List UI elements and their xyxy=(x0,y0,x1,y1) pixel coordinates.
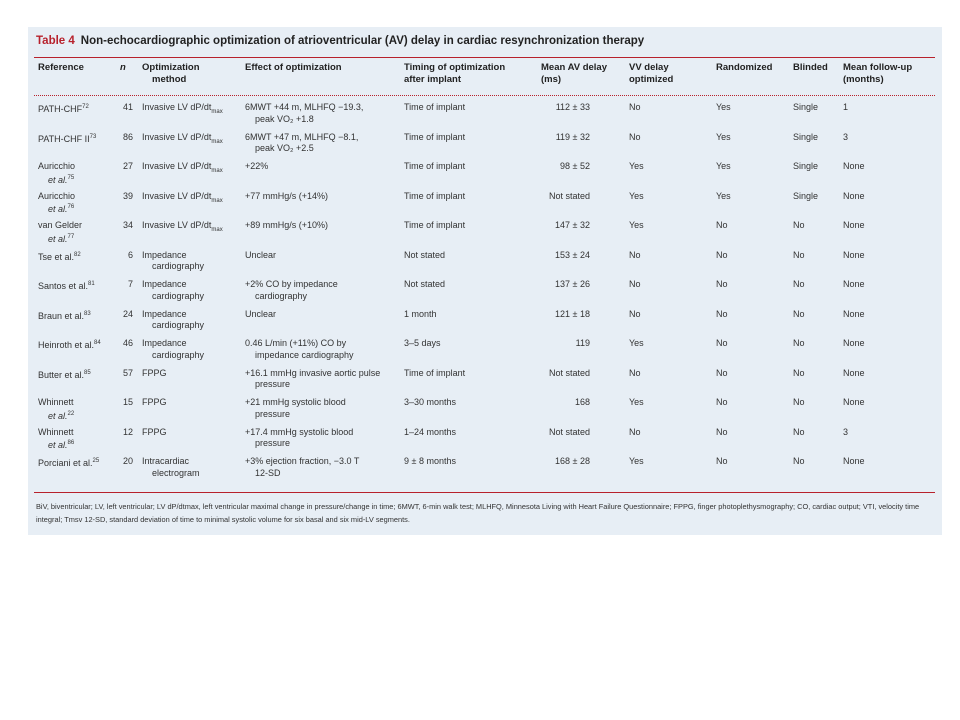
table-body xyxy=(28,102,942,486)
table-row xyxy=(28,220,942,250)
method-subscript: max xyxy=(211,167,223,174)
table-number: Table 4 xyxy=(36,35,75,47)
header-method-line1: Optimization xyxy=(142,62,200,73)
cell-effect xyxy=(245,191,398,203)
cell-n: 15 xyxy=(122,397,133,407)
method-text: Impedance xyxy=(142,308,187,319)
cell-vv: No xyxy=(629,102,641,112)
header-mean-av-line2: (ms) xyxy=(541,74,562,85)
cell-vv: No xyxy=(629,279,641,289)
cell-reference xyxy=(38,220,120,245)
reference-text: Whinnett xyxy=(38,397,74,407)
effect-text: 0.46 L/min (+11%) CO by xyxy=(245,338,347,348)
cell-randomized: No xyxy=(716,279,728,289)
cell-reference xyxy=(38,338,120,352)
cell-mean-av: 153 ± 24 xyxy=(555,249,590,260)
reference-citation: 76 xyxy=(67,204,75,210)
cell-followup: None xyxy=(843,279,865,289)
reference-et-al: et al. xyxy=(48,440,68,450)
cell-blinded: No xyxy=(793,279,805,289)
cell-mean-av: 168 ± 28 xyxy=(555,456,590,466)
method-text: Invasive LV dP/dt xyxy=(142,220,212,230)
header-timing xyxy=(404,62,505,86)
reference-text: Whinnett xyxy=(38,426,74,437)
cell-reference xyxy=(38,456,120,470)
method-text: Impedance xyxy=(142,249,187,260)
effect-text: 6MWT +47 m, MLHFQ −8.1, xyxy=(245,131,359,142)
cell-followup: None xyxy=(843,338,865,348)
cell-timing: Not stated xyxy=(404,249,446,260)
cell-followup: None xyxy=(843,397,865,407)
header-reference: Reference xyxy=(38,62,84,73)
cell-blinded: Single xyxy=(793,161,819,171)
cell-n: 6 xyxy=(127,249,133,260)
effect-text: +77 mmHg/s (+14%) xyxy=(245,190,329,201)
header-rule xyxy=(34,95,935,96)
cell-randomized: Yes xyxy=(716,190,731,201)
cell-followup: None xyxy=(843,367,865,378)
cell-followup: None xyxy=(843,249,865,260)
cell-blinded: No xyxy=(793,338,805,348)
reference-et-al: et al. xyxy=(48,174,68,185)
cell-vv: Yes xyxy=(629,397,644,407)
cell-reference xyxy=(38,427,120,452)
cell-n: 7 xyxy=(127,279,133,289)
effect-text-line2: peak VO₂ +1.8 xyxy=(255,113,314,124)
cell-effect xyxy=(245,220,398,232)
effect-text-line2: pressure xyxy=(255,379,291,389)
cell-timing: Time of implant xyxy=(404,190,466,201)
cell-followup: None xyxy=(843,220,865,230)
cell-reference xyxy=(38,191,120,216)
table-row xyxy=(28,368,942,398)
reference-text: Heinroth et al. xyxy=(38,340,95,350)
cell-timing: Time of implant xyxy=(404,367,466,378)
cell-vv: Yes xyxy=(629,190,644,201)
reference-text: PATH-CHF II xyxy=(38,133,90,144)
cell-timing: Time of implant xyxy=(404,161,466,171)
table-row xyxy=(28,191,942,221)
reference-et-al: et al. xyxy=(48,204,68,214)
method-subscript: max xyxy=(211,197,223,204)
cell-randomized: Yes xyxy=(716,102,731,112)
cell-followup: 3 xyxy=(843,426,849,437)
cell-randomized: No xyxy=(716,397,728,407)
header-vv xyxy=(629,62,673,86)
method-text-line2: cardiography xyxy=(152,320,205,330)
reference-citation: 77 xyxy=(67,233,75,240)
effect-text: +16.1 mmHg invasive aortic pulse xyxy=(245,367,381,378)
cell-timing: 1 month xyxy=(404,308,437,319)
reference-citation: 84 xyxy=(94,340,101,346)
reference-citation: 25 xyxy=(92,458,100,464)
cell-randomized: No xyxy=(716,367,728,378)
cell-n: 34 xyxy=(122,220,133,230)
cell-randomized: Yes xyxy=(716,131,731,142)
cell-randomized: No xyxy=(716,338,728,348)
cell-vv: Yes xyxy=(629,220,644,230)
cell-reference xyxy=(38,102,120,116)
table-row xyxy=(28,161,942,191)
cell-vv: No xyxy=(629,308,641,319)
cell-n: 27 xyxy=(122,161,133,171)
cell-blinded: No xyxy=(793,308,805,319)
cell-timing: Time of implant xyxy=(404,220,466,230)
cell-blinded: No xyxy=(793,220,805,230)
cell-mean-av: 112 ± 33 xyxy=(555,102,590,112)
cell-mean-av: 119 xyxy=(575,338,590,348)
cell-mean-av: Not stated xyxy=(548,426,590,437)
cell-method xyxy=(142,368,238,380)
cell-method xyxy=(142,456,238,479)
cell-reference xyxy=(38,309,120,323)
header-n: n xyxy=(120,62,126,73)
table-title-text: Non-echocardiographic optimization of atrioventricular (AV) delay in cardiac resynchronization therapy xyxy=(80,35,645,47)
cell-effect xyxy=(245,368,398,391)
cell-n: 86 xyxy=(122,131,133,142)
cell-reference xyxy=(38,279,120,293)
header-timing-line1: Timing of optimization xyxy=(404,62,506,73)
cell-method xyxy=(142,309,238,332)
cell-vv: Yes xyxy=(629,338,644,348)
effect-text: +17.4 mmHg systolic blood xyxy=(245,426,354,437)
top-rule xyxy=(34,57,935,58)
method-text: FPPG xyxy=(142,367,167,378)
reference-et-al: et al. xyxy=(48,410,68,421)
header-vv-line1: VV delay xyxy=(629,62,669,73)
cell-reference xyxy=(38,368,120,382)
cell-timing: 3–30 months xyxy=(404,397,457,407)
cell-mean-av: Not stated xyxy=(548,190,590,201)
cell-n: 12 xyxy=(122,426,133,437)
header-followup xyxy=(843,62,912,86)
header-followup-line2: (months) xyxy=(843,74,884,85)
cell-randomized: Yes xyxy=(716,161,731,171)
method-subscript: max xyxy=(211,138,223,145)
cell-effect xyxy=(245,250,398,262)
cell-effect xyxy=(245,102,398,125)
cell-blinded: Single xyxy=(793,190,819,201)
cell-timing: 9 ± 8 months xyxy=(404,456,456,466)
cell-effect xyxy=(245,427,398,450)
method-text: Intracardiac xyxy=(142,456,190,466)
cell-randomized: No xyxy=(716,220,728,230)
cell-n: 24 xyxy=(122,308,133,319)
effect-text: +3% ejection fraction, −3.0 T xyxy=(245,456,360,466)
cell-followup: None xyxy=(843,308,865,319)
cell-method xyxy=(142,397,238,409)
cell-blinded: No xyxy=(793,367,805,378)
cell-method xyxy=(142,250,238,273)
cell-timing: 3–5 days xyxy=(404,338,441,348)
cell-timing: 1–24 months xyxy=(404,426,457,437)
reference-citation: 85 xyxy=(84,369,91,376)
effect-text-line2: pressure xyxy=(255,438,291,448)
cell-method xyxy=(142,161,238,177)
table-row xyxy=(28,427,942,457)
cell-blinded: No xyxy=(793,426,805,437)
cell-effect xyxy=(245,309,398,321)
cell-followup: 1 xyxy=(843,102,849,112)
cell-randomized: No xyxy=(716,456,728,466)
effect-text: +89 mmHg/s (+10%) xyxy=(245,220,329,230)
cell-blinded: Single xyxy=(793,131,819,142)
header-blinded: Blinded xyxy=(793,62,828,73)
reference-text: Santos et al. xyxy=(38,281,89,291)
reference-text: Porciani et al. xyxy=(38,458,93,468)
cell-n: 20 xyxy=(122,456,133,466)
cell-vv: Yes xyxy=(629,161,644,171)
cell-mean-av: 137 ± 26 xyxy=(555,279,590,289)
cell-blinded: Single xyxy=(793,102,819,112)
cell-timing: Time of implant xyxy=(404,131,466,142)
cell-vv: No xyxy=(629,249,641,260)
cell-method xyxy=(142,220,238,236)
cell-n: 41 xyxy=(122,102,133,112)
cell-method xyxy=(142,279,238,302)
effect-text: Unclear xyxy=(245,308,277,319)
reference-text: Butter et al. xyxy=(38,369,85,380)
method-text-line2: cardiography xyxy=(152,261,205,271)
table-row xyxy=(28,338,942,368)
table-row xyxy=(28,279,942,309)
table-panel xyxy=(28,27,942,535)
cell-vv: No xyxy=(629,426,641,437)
reference-citation: 72 xyxy=(82,104,89,110)
method-text: Invasive LV dP/dt xyxy=(142,102,212,112)
cell-reference xyxy=(38,250,120,264)
cell-followup: None xyxy=(843,456,865,466)
method-text: FPPG xyxy=(142,397,167,407)
reference-citation: 73 xyxy=(89,133,97,140)
cell-timing: Time of implant xyxy=(404,102,466,112)
reference-citation: 82 xyxy=(74,251,81,258)
method-text-line2: cardiography xyxy=(152,290,205,301)
cell-followup: None xyxy=(843,161,865,171)
cell-vv: No xyxy=(629,367,641,378)
effect-text-line2: cardiography xyxy=(255,290,308,301)
header-method xyxy=(142,62,200,86)
header-followup-line1: Mean follow-up xyxy=(843,62,913,73)
header-timing-line2: after implant xyxy=(404,74,462,85)
table-header xyxy=(28,62,942,92)
cell-n: 39 xyxy=(122,190,133,201)
table-row xyxy=(28,456,942,486)
method-text: Impedance xyxy=(142,338,187,348)
header-effect: Effect of optimization xyxy=(245,62,342,73)
table-row xyxy=(28,102,942,132)
cell-effect xyxy=(245,397,398,420)
cell-mean-av: 168 xyxy=(574,397,590,407)
cell-vv: No xyxy=(629,131,641,142)
header-randomized: Randomized xyxy=(716,62,773,73)
cell-followup: 3 xyxy=(843,131,849,142)
reference-et-al: et al. xyxy=(48,233,68,244)
cell-n: 46 xyxy=(122,338,133,348)
cell-randomized: No xyxy=(716,426,728,437)
header-method-line2: method xyxy=(152,74,187,85)
table-row xyxy=(28,132,942,162)
reference-citation: 83 xyxy=(84,310,91,317)
cell-n: 57 xyxy=(122,367,133,378)
reference-text: van Gelder xyxy=(38,220,83,230)
table-row xyxy=(28,250,942,280)
method-text-line2: cardiography xyxy=(152,349,205,360)
cell-effect xyxy=(245,161,398,173)
method-text: Invasive LV dP/dt xyxy=(142,190,212,201)
cell-mean-av: 147 ± 32 xyxy=(555,220,590,230)
reference-text: Braun et al. xyxy=(38,310,85,321)
table-row xyxy=(28,397,942,427)
effect-text-line2: impedance cardiography xyxy=(255,349,354,360)
reference-text: Tse et al. xyxy=(38,251,75,262)
cell-effect xyxy=(245,338,398,361)
cell-timing: Not stated xyxy=(404,279,446,289)
cell-followup: None xyxy=(843,190,865,201)
bottom-rule xyxy=(34,492,935,493)
reference-citation: 86 xyxy=(67,440,75,446)
cell-effect xyxy=(245,279,398,302)
cell-mean-av: 98 ± 52 xyxy=(560,161,590,171)
effect-text: +2% CO by impedance xyxy=(245,279,338,289)
table-footnote: BiV, biventricular; LV, left ventricular; LV dP/dtmax, left ventricular maximal change in pressure/change in time; 6MWT, 6-min walk test; MLHFQ, Minnesota Living with Heart Failure Questionnaire; FPPG, finger photoplethysmography; CO, cardiac output; VTI, velocity time integral; Tmsv 12-SD, standard deviation of time to minimal systolic volume for six basal and six mid-LV segments. xyxy=(36,502,920,524)
cell-randomized: No xyxy=(716,308,728,319)
header-mean-av xyxy=(541,62,607,86)
cell-method xyxy=(142,338,238,361)
header-mean-av-line1: Mean AV delay xyxy=(541,62,607,73)
method-text: FPPG xyxy=(142,426,167,437)
cell-blinded: No xyxy=(793,249,805,260)
table-title xyxy=(36,35,644,47)
reference-text: PATH-CHF xyxy=(38,104,83,114)
effect-text-line2: pressure xyxy=(255,408,291,419)
table-row xyxy=(28,309,942,339)
reference-citation: 22 xyxy=(67,410,75,417)
method-subscript: max xyxy=(211,226,223,233)
reference-text: Auricchio xyxy=(38,161,76,171)
method-text: Invasive LV dP/dt xyxy=(142,161,212,171)
cell-randomized: No xyxy=(716,249,728,260)
reference-text: Auricchio xyxy=(38,190,76,201)
cell-effect xyxy=(245,132,398,155)
cell-reference xyxy=(38,397,120,422)
effect-text: +22% xyxy=(245,161,269,171)
method-subscript: max xyxy=(211,108,223,115)
effect-text-line2: 12-SD xyxy=(255,467,281,478)
effect-text: Unclear xyxy=(245,249,277,260)
cell-method xyxy=(142,102,238,118)
method-text: Impedance xyxy=(142,279,187,289)
cell-method xyxy=(142,132,238,148)
cell-vv: Yes xyxy=(629,456,644,466)
cell-effect xyxy=(245,456,398,479)
method-text-line2: electrogram xyxy=(152,467,200,478)
effect-text: +21 mmHg systolic blood xyxy=(245,397,346,407)
effect-text: 6MWT +44 m, MLHFQ −19.3, xyxy=(245,102,364,112)
cell-reference xyxy=(38,161,120,186)
header-vv-line2: optimized xyxy=(629,74,674,85)
cell-reference xyxy=(38,132,120,146)
effect-text-line2: peak VO₂ +2.5 xyxy=(255,143,314,153)
cell-mean-av: 121 ± 18 xyxy=(555,308,590,319)
reference-citation: 81 xyxy=(88,281,95,287)
method-text: Invasive LV dP/dt xyxy=(142,131,212,142)
cell-mean-av: Not stated xyxy=(548,367,590,378)
cell-method xyxy=(142,427,238,439)
reference-citation: 75 xyxy=(67,174,75,181)
cell-mean-av: 119 ± 32 xyxy=(555,131,590,142)
cell-blinded: No xyxy=(793,397,805,407)
cell-method xyxy=(142,191,238,207)
cell-blinded: No xyxy=(793,456,805,466)
